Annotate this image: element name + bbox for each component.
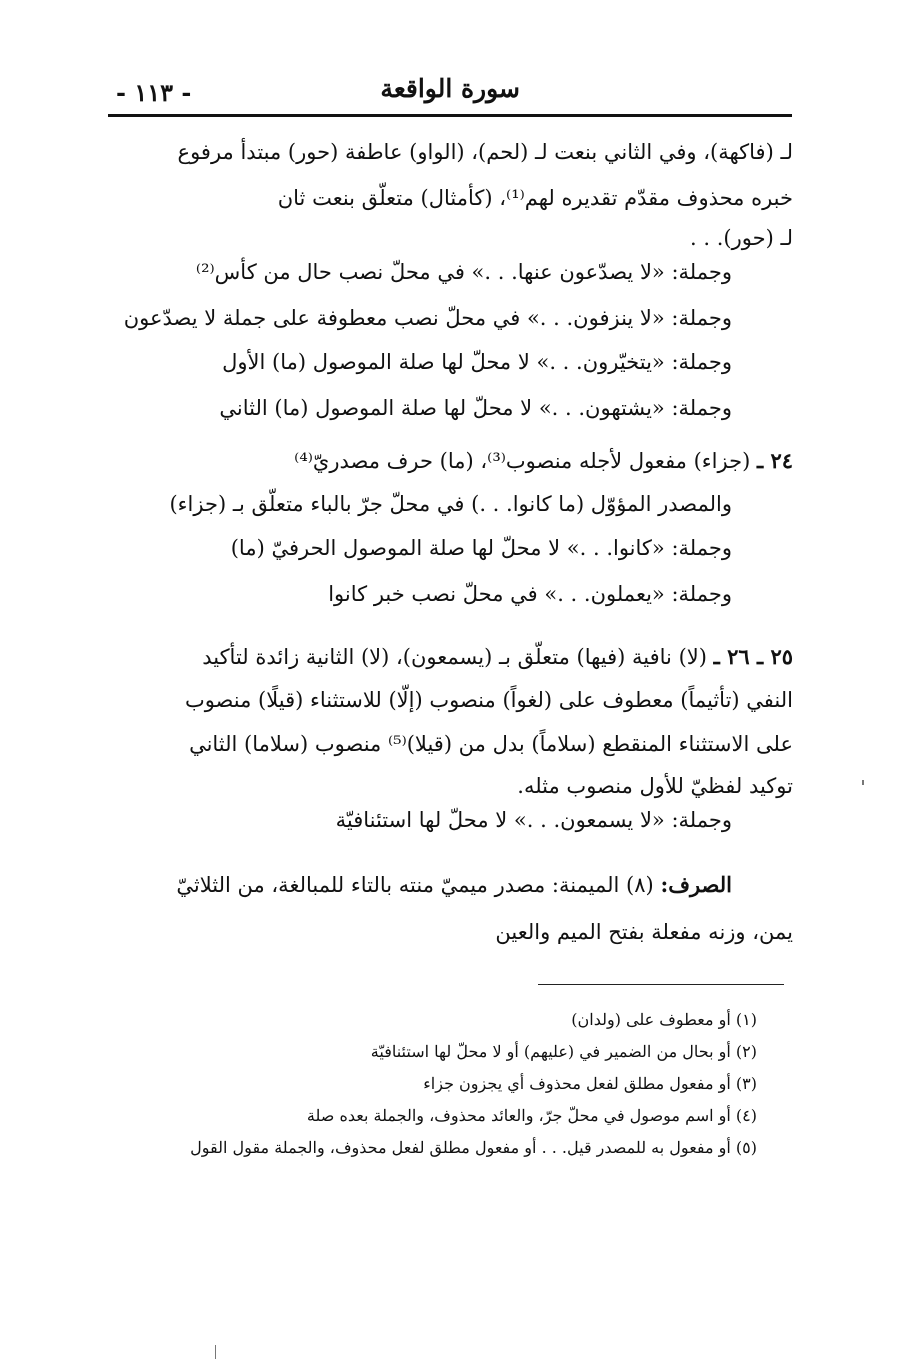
verse-number: ٢٤ ـ <box>756 448 793 473</box>
verse-number: ٢٥ ـ ٢٦ ـ <box>713 644 793 669</box>
header-rule <box>108 114 792 117</box>
verse25-line4: توكيد لفظيّ للأول منصوب مثله. <box>517 774 793 798</box>
scan-speck <box>215 1345 216 1359</box>
jumla-line: وجملة: «لا يصدّعون عنها. . .» في محلّ نصب حال من كأس⁽²⁾ <box>195 260 732 284</box>
verse24-line4: وجملة: «يعملون. . .» في محلّ نصب خبر كانوا <box>328 582 732 606</box>
footnote: (٤) أو اسم موصول في محلّ جرّ، والعائد محذوف، والجملة بعده صلة <box>306 1106 757 1125</box>
verse25-line5: وجملة: «لا يسمعون. . .» لا محلّ لها استئنافيّة <box>335 808 732 832</box>
verse25-line3: على الاستثناء المنقطع (سلاماً) بدل من (قيلا)⁽⁵⁾ منصوب (سلاما) الثاني <box>189 732 793 756</box>
footnote-separator <box>538 984 784 985</box>
running-header <box>108 66 792 116</box>
jumla-line: وجملة: «يشتهون. . .» لا محلّ لها صلة الموصول (ما) الثاني <box>219 396 732 420</box>
sarf-label: الصرف: <box>660 872 732 897</box>
para1-line3: لـ (حور). . . <box>690 226 793 250</box>
jumla-line: وجملة: «لا ينزفون. . .» في محلّ نصب معطوفة على جملة لا يصدّعون <box>123 306 732 330</box>
verse24-line3: وجملة: «كانوا. . .» لا محلّ لها صلة الموصول الحرفيّ (ما) <box>230 536 732 560</box>
sarf-text: (٨) الميمنة: مصدر ميميّ منته بالتاء للمبالغة، من الثلاثيّ <box>176 873 654 897</box>
footnote: (٥) أو مفعول به للمصدر قيل. . . أو مفعول مطلق لفعل محذوف، والجملة مقول القول <box>190 1138 757 1157</box>
page-number: - ١١٣ - <box>116 78 192 107</box>
footnote: (٣) أو مفعول مطلق لفعل محذوف أي يجزون جزاء <box>423 1074 757 1093</box>
verse24-line1 <box>294 448 793 473</box>
footnote: (١) أو معطوف على (ولدان) <box>571 1010 757 1029</box>
verse25-line1 <box>202 644 793 669</box>
scan-speck <box>862 780 864 785</box>
footnote: (٢) أو بحال من الضمير في (عليهم) أو لا محلّ لها استئنافيّة <box>370 1042 757 1061</box>
jumla-line: وجملة: «يتخيّرون. . .» لا محلّ لها صلة الموصول (ما) الأول <box>222 350 732 374</box>
verse25-text: (لا) نافية (فيها) متعلّق بـ (يسمعون)، (لا) الثانية زائدة لتأكيد <box>202 645 707 669</box>
surah-title: سورة الواقعة <box>380 74 520 103</box>
sarf-line1 <box>176 872 732 897</box>
verse25-line2: النفي (تأثيماً) معطوف على (لغواً) منصوب (إلّا) للاستثناء (قيلًا) منصوب <box>184 688 793 712</box>
para1-line2: خبره محذوف مقدّم تقديره لهم⁽¹⁾، (كأمثال) متعلّق بنعت ثان <box>277 186 793 210</box>
sarf-line2: يمن، وزنه مفعلة بفتح الميم والعين <box>495 920 793 944</box>
para1-line1: لـ (فاكهة)، وفي الثاني بنعت لـ (لحم)، (الواو) عاطفة (حور) مبتدأ مرفوع <box>177 140 793 164</box>
verse24-text: (جزاء) مفعول لأجله منصوب⁽³⁾، (ما) حرف مصدريّ⁽⁴⁾ <box>294 449 751 473</box>
verse24-line2: والمصدر المؤوّل (ما كانوا. . .) في محلّ جرّ بالباء متعلّق بـ (جزاء) <box>169 492 732 516</box>
